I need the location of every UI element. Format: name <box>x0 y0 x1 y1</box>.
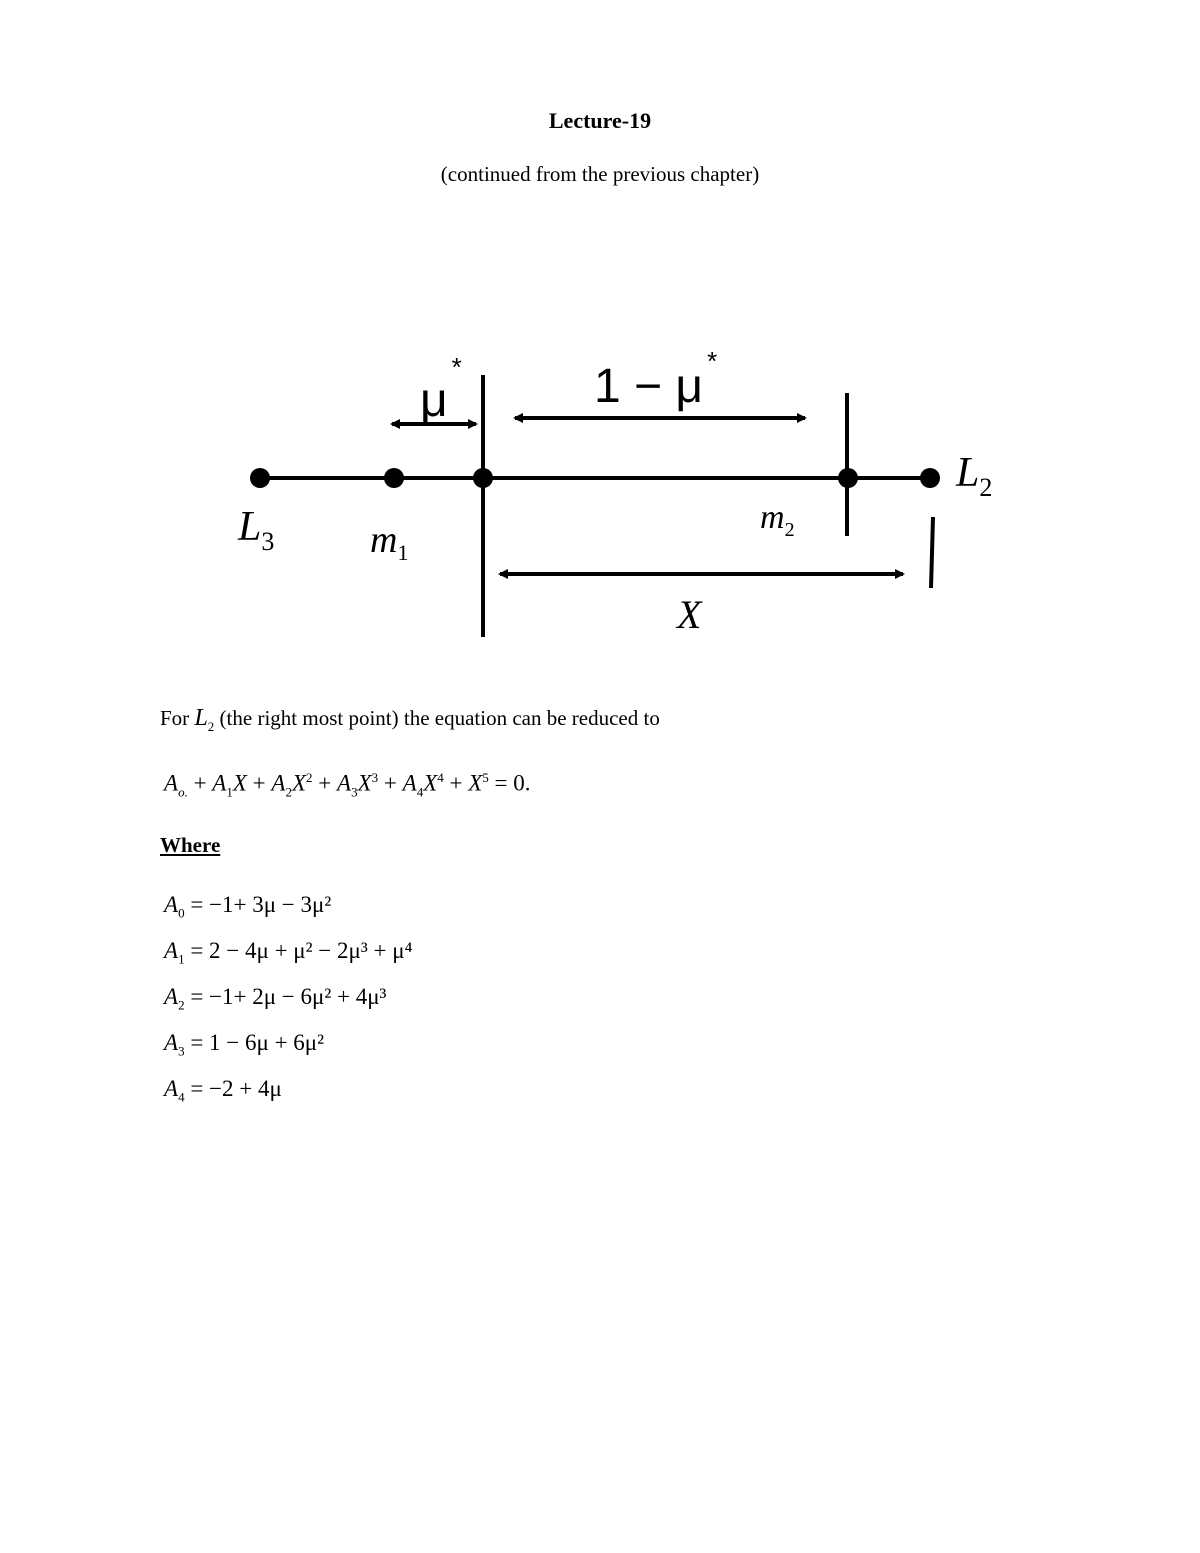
quintic-equation: $A_{o.} + A_1X + A_2X^2 + A_3X^3 + A_4X^4 + X^5 = 0$. <box>164 770 531 800</box>
coefficient-a4: $A_4 = -2 + 4\mu$ <box>164 1076 282 1105</box>
where-heading: Where <box>160 833 221 857</box>
l3-label: $L_3$ <box>238 504 275 556</box>
coefficient-list <box>164 888 413 1118</box>
coefficient-a2: $A_2 = -1+ 2\mu - 6\mu^2 + 4\mu^3$ <box>164 984 387 1013</box>
x-label: X <box>677 592 702 637</box>
coefficient-a3: $A_3 = 1 - 6\mu + 6\mu^2$ <box>164 1030 325 1059</box>
m2-point <box>838 468 858 488</box>
l2-label: $L_2$ <box>956 450 993 502</box>
intro-suffix: (the right most point) the equation can be reduced to <box>219 706 660 730</box>
m1-point <box>384 468 404 488</box>
intro-prefix: For <box>160 706 190 730</box>
m1-label: $m_1$ <box>370 519 409 565</box>
barycenter-point <box>473 468 493 488</box>
m2-label: $m_2$ <box>760 499 795 541</box>
page-subtitle: (continued from the previous chapter) <box>440 162 760 186</box>
l3-point <box>250 468 270 488</box>
one-minus-mu-star-label: 1 − μ * <box>594 346 718 413</box>
coefficient-a0: $A_0 = -1+ 3\mu - 3\mu^2$ <box>164 892 332 921</box>
coefficient-a1: $A_1 = 2 - 4\mu + \mu^2 - 2\mu^3 + \mu^4$ <box>164 938 413 967</box>
l2-vertical-line <box>931 517 933 588</box>
intro-symbol: $L_2$ <box>194 705 215 734</box>
l2-point <box>920 468 940 488</box>
lagrange-points-diagram <box>0 340 1200 650</box>
page-title: Lecture-19 <box>548 108 652 133</box>
intro-sentence <box>160 705 660 735</box>
mu-star-label: μ* <box>420 352 462 427</box>
